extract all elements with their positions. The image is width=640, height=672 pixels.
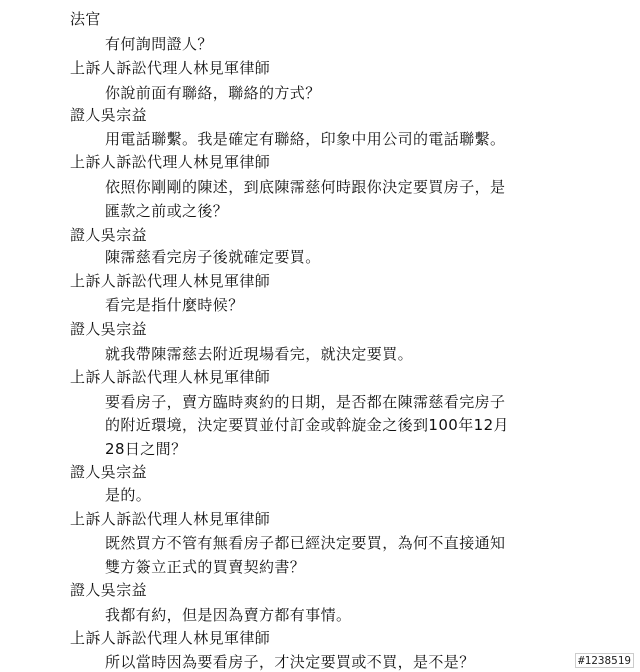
speaker-label: 證人吳宗益: [70, 106, 148, 124]
speaker-label: 證人吳宗益: [70, 320, 148, 338]
speaker-label: 證人吳宗益: [70, 463, 148, 481]
utterance-line: 依照你剛剛的陳述，到底陳霈慈何時跟你決定要買房子，是: [105, 178, 506, 196]
speaker-label: 上訴人訴訟代理人林見軍律師: [70, 368, 271, 386]
utterance-line: 所以當時因為要看房子，才決定要買或不買，是不是？: [105, 653, 475, 671]
utterance-line: 看完是指什麼時候？: [105, 296, 244, 314]
speaker-label: 證人吳宗益: [70, 226, 148, 244]
speaker-label: 上訴人訴訟代理人林見軍律師: [70, 272, 271, 290]
utterance-line: 有何詢問證人？: [105, 35, 213, 53]
utterance-line: 用電話聯繫。我是確定有聯絡，印象中用公司的電話聯繫。: [105, 130, 506, 148]
utterance-line: 我都有約，但是因為賣方都有事情。: [105, 606, 352, 624]
speaker-label: 上訴人訴訟代理人林見軍律師: [70, 510, 271, 528]
utterance-line: 要看房子，賣方臨時爽約的日期，是否都在陳霈慈看完房子: [105, 393, 506, 411]
speaker-label: 證人吳宗益: [70, 581, 148, 599]
speaker-label: 法官: [70, 10, 101, 28]
utterance-line: 你說前面有聯絡，聯絡的方式？: [105, 84, 321, 102]
utterance-line: 雙方簽立正式的買賣契約書？: [105, 558, 306, 576]
utterance-line: 28日之間？: [105, 440, 187, 458]
image-id-watermark: #1238519: [575, 653, 634, 668]
speaker-label: 上訴人訴訟代理人林見軍律師: [70, 59, 271, 77]
utterance-line: 既然買方不管有無看房子都已經決定要買，為何不直接通知: [105, 534, 506, 552]
speaker-label: 上訴人訴訟代理人林見軍律師: [70, 153, 271, 171]
utterance-line: 是的。: [105, 486, 152, 504]
utterance-line: 陳霈慈看完房子後就確定要買。: [105, 248, 321, 266]
utterance-line: 的附近環境，決定要買並付訂金或斡旋金之後到100年12月: [105, 416, 509, 434]
utterance-line: 匯款之前或之後？: [105, 202, 229, 220]
speaker-label: 上訴人訴訟代理人林見軍律師: [70, 629, 271, 647]
utterance-line: 就我帶陳霈慈去附近現場看完，就決定要買。: [105, 345, 414, 363]
